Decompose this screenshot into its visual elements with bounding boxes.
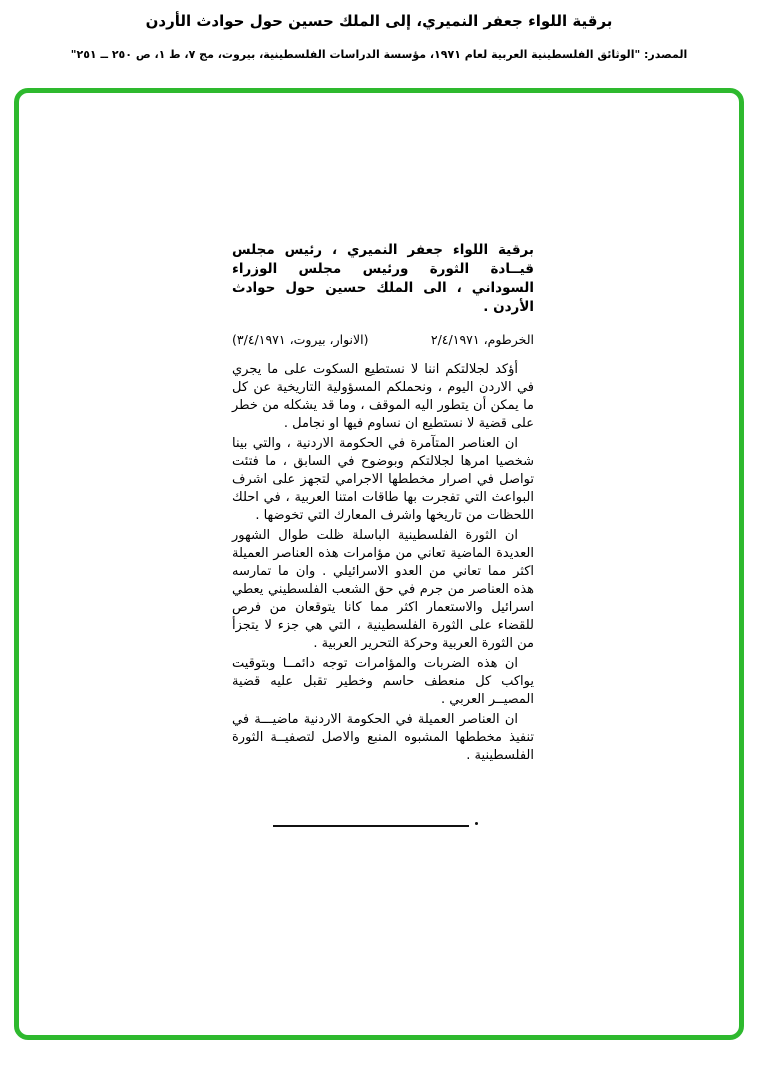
dateline-source: (الانوار، بيروت، ٣/٤/١٩٧١) [232,332,369,347]
telegram-title: برقية اللواء جعفر النميري ، رئيس مجلس قيــادة الثورة ورئيس مجلس الوزراء السوداني ، الى الملك حسين حول حوادث الأردن . [232,242,534,315]
paragraph: أؤكد لجلالتكم اننا لا نستطيع السكوت على ما يجري في الاردن اليوم ، ونحملكم المسؤولية التاريخية عن كل ما يمكن أن يتطور اليه الموقف ، وما قد يشكله من خطر على قضية لا نستطيع ان نساوم فيها او نجامل . [232,362,534,431]
paragraph: ان العناصر العميلة في الحكومة الاردنية ماضيـــة في تنفيذ مخططها المشبوه المنبع والاصل لتصفيــة الثورة الفلسطينية . [232,712,534,763]
page-header [0,12,758,61]
page-title: برقية اللواء جعفر النميري، إلى الملك حسين حول حوادث الأردن [145,12,613,30]
end-divider-dot [475,822,478,825]
document-frame [14,88,744,1040]
dateline [232,331,534,349]
document-body [232,241,534,767]
end-divider [273,825,469,827]
paragraph: ان العناصر المتآمرة في الحكومة الاردنية ، والتي بينا شخصيا امرها لجلالتكم وبوضوح في السابق ، ما فتئت تواصل في اصرار مخططها الاجرامي لتجهز على اشرف البواعث التي تفجرت بها طاقات امتنا العربية ، في احلك اللحظات من تاريخها واشرف المعارك التي تخوضها . [232,436,534,523]
source-citation: المصدر: "الوثائق الفلسطينية العربية لعام ١٩٧١، مؤسسة الدراسات الفلسطينية، بيروت، مج ٧، ط ١، ص ٢٥٠ ــ ٢٥١" [70,48,688,61]
telegram-text [232,361,534,765]
paragraph: ان الثورة الفلسطينية الباسلة ظلت طوال الشهور العديدة الماضية تعاني من مؤامرات هذه العناصر العميلة اكثر مما تعاني من العدو الاسرائيلي . وان ما تمارسه هذه العناصر من جرم في حق الشعب الفلسطيني يعطي اسرائيل والاستعمار اكثر مما كانا يتوقعان من فرص للقضاء على الثورة الفلسطينية ، التي هي جزء لا يتجزأ من الثورة العربية وحركة التحرير العربية . [232,528,534,651]
dateline-place: الخرطوم، ٢/٤/١٩٧١ [430,332,534,347]
paragraph: ان هذه الضربات والمؤامرات توجه دائمــا وبتوقيت يواكب كل منعطف حاسم وخطير تقبل عليه قضية المصيــر العربي . [232,656,534,707]
